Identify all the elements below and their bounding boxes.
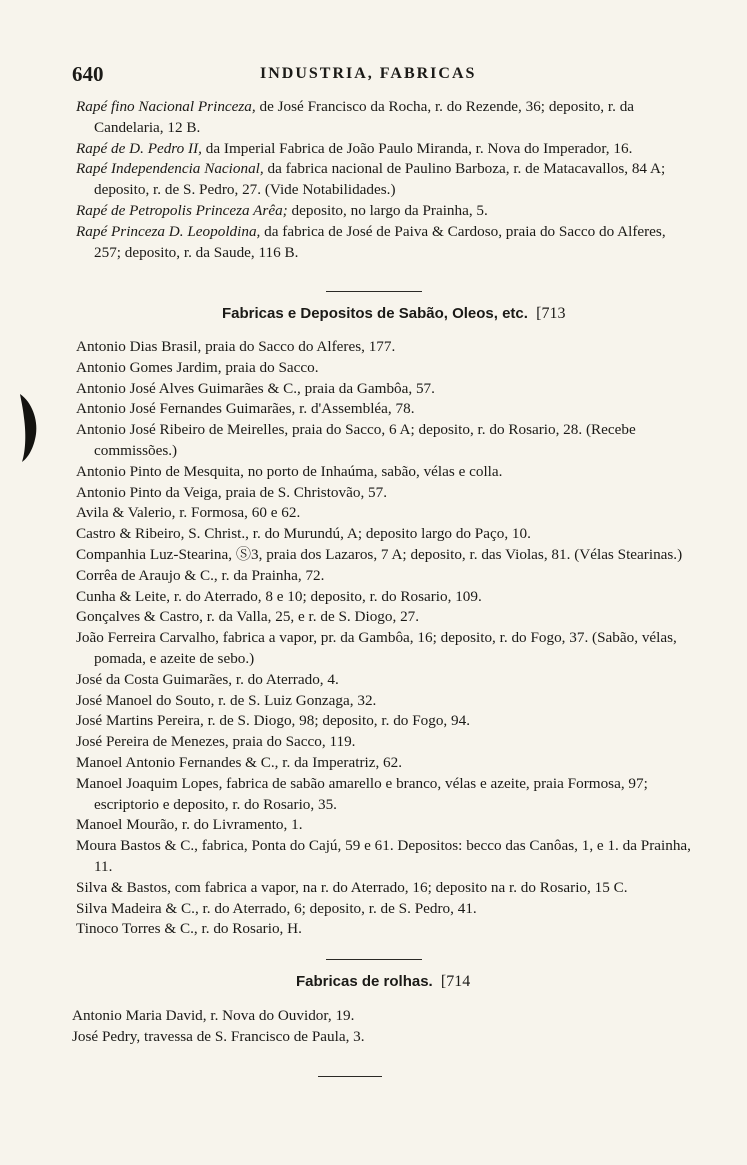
rape-entries xyxy=(76,97,696,263)
sabao-entry: José Pereira de Menezes, praia do Sacco, 119. xyxy=(76,733,356,751)
sabao-entry: Moura Bastos & C., fabrica, Ponta do Cajú, 59 e 61. Depositos: becco das Canôas, 1, e 1. da Prainha, 11. xyxy=(76,837,691,875)
rape-entry-text: da fabrica nacional de Paulino Barboza, r. de Matacavallos, 84 A; deposito, r. de S. Pedro, 27. (Vide Notabilidades.) xyxy=(94,160,666,199)
ink-blot-mark xyxy=(14,392,40,464)
rolhas-section-number: [714 xyxy=(440,973,471,990)
rape-entry xyxy=(76,222,696,264)
end-divider xyxy=(318,1076,382,1077)
sabao-entry: José Manoel do Souto, r. de S. Luiz Gonzaga, 32. xyxy=(76,691,377,709)
rolhas-section-title xyxy=(296,973,470,991)
rape-entry-name: Rapé de D. Pedro II, xyxy=(76,139,202,157)
sabao-entry: Antonio Gomes Jardim, praia do Sacco. xyxy=(76,358,319,376)
sabao-entry: Cunha & Leite, r. do Aterrado, 8 e 10; deposito, r. do Rosario, 109. xyxy=(76,587,482,605)
sabao-entry: Manoel Mourão, r. do Livramento, 1. xyxy=(76,816,303,834)
rape-entry-name: Rapé fino Nacional Princeza, xyxy=(76,98,256,115)
rape-entry xyxy=(76,159,696,201)
sabao-section-number: [713 xyxy=(536,305,566,322)
rolhas-entry: José Pedry, travessa de S. Francisco de Paula, 3. xyxy=(72,1027,365,1045)
sabao-entry: Gonçalves & Castro, r. da Valla, 25, e r. de S. Diogo, 27. xyxy=(76,608,420,626)
sabao-entries xyxy=(76,337,696,940)
rolhas-entries xyxy=(72,1006,692,1048)
sabao-entry: Manoel Joaquim Lopes, fabrica de sabão amarello e branco, vélas e azeite, praia Formosa, 97; escriptorio e deposito, r. do Rosario, 35. xyxy=(76,774,648,813)
sabao-entry: Antonio Pinto da Veiga, praia de S. Christovão, 57. xyxy=(76,483,388,501)
rape-entry-text: da fabrica de José de Paiva & Cardoso, praia do Sacco do Alferes, 257; deposito, r. da Saude, 116 B. xyxy=(94,222,666,261)
sabao-entry: Antonio Pinto de Mesquita, no porto de Inhaúma, sabão, vélas e colla. xyxy=(76,462,503,480)
sabao-entry: Corrêa de Araujo & C., r. da Prainha, 72. xyxy=(76,566,325,584)
rape-entry-name: Rapé Princeza D. Leopoldina, xyxy=(76,222,261,240)
rape-entry-text: de José Francisco da Rocha, r. do Rezende, 36; deposito, r. da Candelaria, 12 B. xyxy=(94,98,635,136)
rape-entry xyxy=(76,139,696,160)
rape-entry-text: da Imperial Fabrica de João Paulo Miranda, r. Nova do Imperador, 16. xyxy=(201,139,633,157)
page-number: 640 xyxy=(72,62,104,86)
sabao-entry: José Martins Pereira, r. de S. Diogo, 98; deposito, r. do Fogo, 94. xyxy=(76,712,471,730)
page-header xyxy=(72,62,692,86)
rape-entry xyxy=(76,97,696,139)
sabao-entry: José da Costa Guimarães, r. do Aterrado, 4. xyxy=(76,670,339,688)
sabao-entry: João Ferreira Carvalho, fabrica a vapor, pr. da Gambôa, 16; deposito, r. do Fogo, 37. (Sabão, vélas, pomada, e azeite de sebo.) xyxy=(76,629,677,667)
rolhas-entry: Antonio Maria David, r. Nova do Ouvidor, 19. xyxy=(72,1007,355,1024)
section-divider xyxy=(326,291,422,292)
sabao-entry: Manoel Antonio Fernandes & C., r. da Imperatriz, 62. xyxy=(76,753,403,771)
rolhas-title-text: Fabricas de rolhas. xyxy=(296,973,433,990)
sabao-section-title xyxy=(222,305,565,323)
sabao-entry: Avila & Valerio, r. Formosa, 60 e 62. xyxy=(76,504,301,522)
rape-entry-name: Rapé Independencia Nacional, xyxy=(76,160,264,178)
sabao-entry: Antonio José Alves Guimarães & C., praia da Gambôa, 57. xyxy=(76,379,435,397)
sabao-entry: Antonio José Fernandes Guimarães, r. d'Assembléa, 78. xyxy=(76,400,415,418)
sabao-entry: Antonio Dias Brasil, praia do Sacco do Alferes, 177. xyxy=(76,338,396,355)
rape-entry-name: Rapé de Petropolis Princeza Arêa; xyxy=(76,201,288,219)
sabao-entry: Tinoco Torres & C., r. do Rosario, H. xyxy=(76,920,302,938)
sabao-entry: Castro & Ribeiro, S. Christ., r. do Murundú, A; deposito largo do Paço, 10. xyxy=(76,525,531,543)
rape-entry-text: deposito, no largo da Prainha, 5. xyxy=(287,201,488,219)
sabao-entry: Companhia Luz-Stearina, Ⓢ3, praia dos Lazaros, 7 A; deposito, r. das Violas, 81. (Vélas Stearinas.) xyxy=(76,545,683,563)
running-title: INDUSTRIA, FABRICAS xyxy=(260,65,477,82)
sabao-entry: Silva & Bastos, com fabrica a vapor, na r. do Aterrado, 16; deposito na r. do Rosario, 15 C. xyxy=(76,878,628,896)
sabao-title-text: Fabricas e Depositos de Sabão, Oleos, etc. xyxy=(222,305,528,322)
rape-entry xyxy=(76,201,696,222)
sabao-entry: Antonio José Ribeiro de Meirelles, praia do Sacco, 6 A; deposito, r. do Rosario, 28. (Recebe commissões.) xyxy=(76,421,636,459)
sabao-entry: Silva Madeira & C., r. do Aterrado, 6; deposito, r. de S. Pedro, 41. xyxy=(76,899,477,917)
section-divider-2 xyxy=(326,959,422,960)
